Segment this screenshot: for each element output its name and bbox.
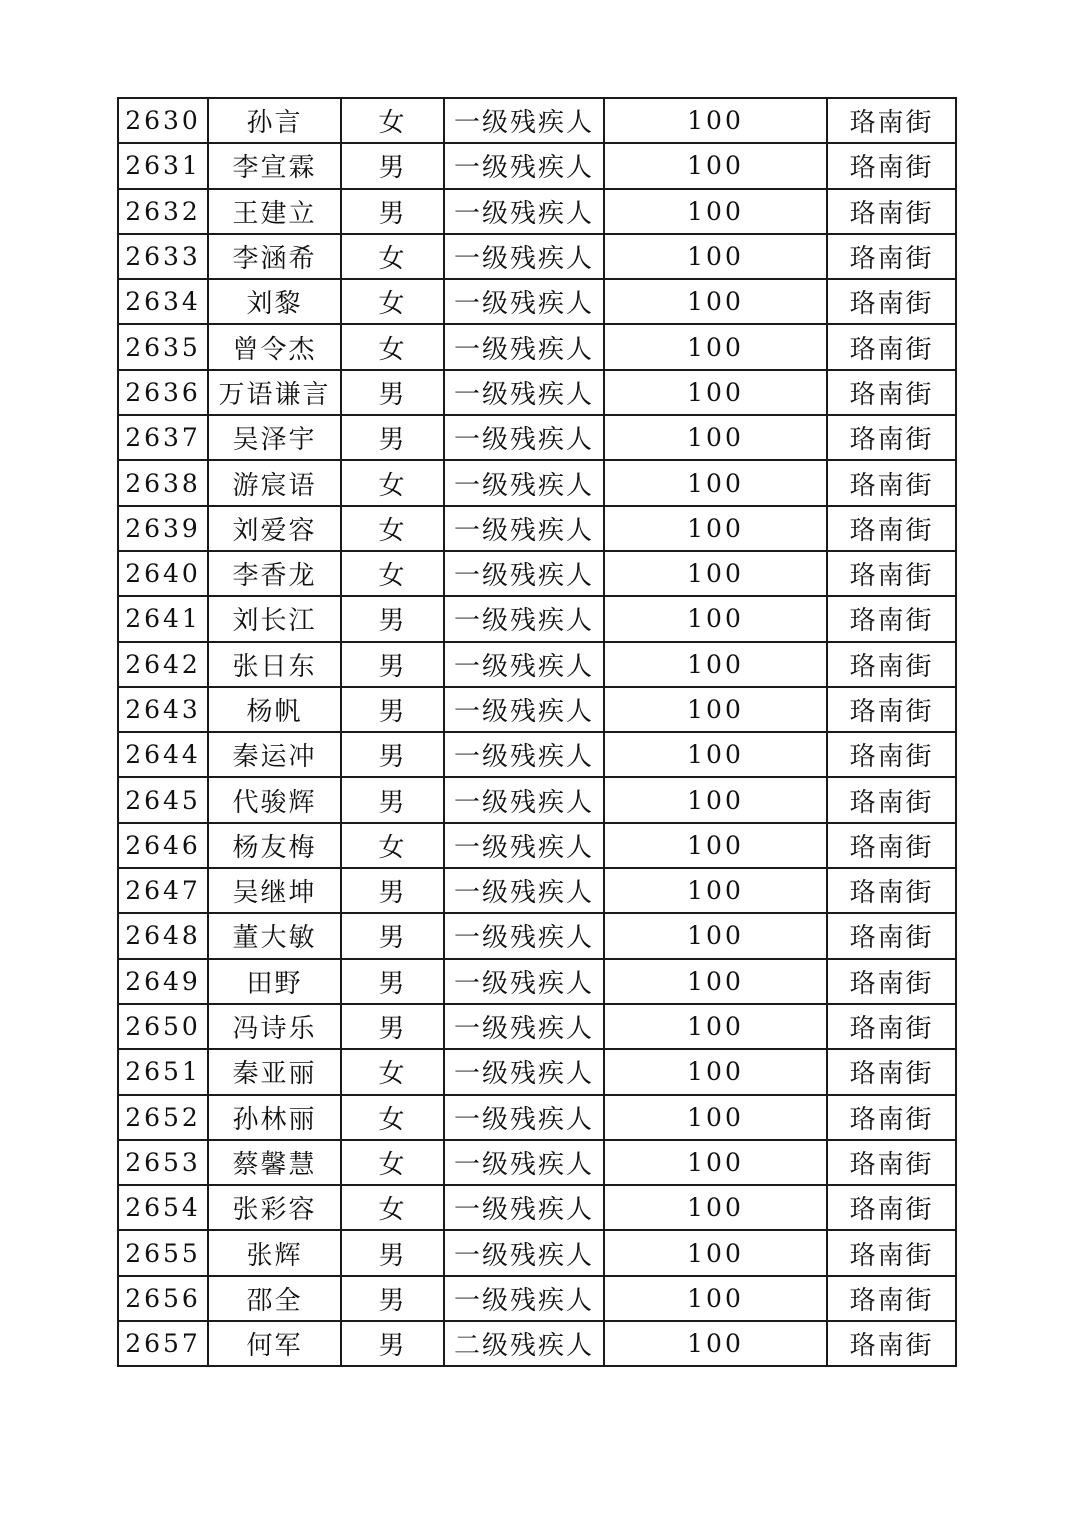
cell-amount: 100 [604, 868, 827, 913]
cell-name: 李香龙 [208, 551, 341, 596]
cell-amount: 100 [604, 823, 827, 868]
cell-category: 一级残疾人 [444, 777, 604, 822]
table-row [118, 777, 956, 822]
table-row [118, 1140, 956, 1185]
cell-category: 一级残疾人 [444, 1185, 604, 1230]
cell-amount: 100 [604, 642, 827, 687]
cell-gender: 男 [341, 415, 444, 460]
cell-id: 2640 [118, 551, 208, 596]
cell-id: 2637 [118, 415, 208, 460]
cell-name: 刘爱容 [208, 506, 341, 551]
cell-category: 一级残疾人 [444, 913, 604, 958]
cell-gender: 女 [341, 98, 444, 143]
table-row [118, 415, 956, 460]
cell-gender: 男 [341, 777, 444, 822]
table-row [118, 1321, 956, 1366]
cell-name: 杨帆 [208, 687, 341, 732]
cell-category: 一级残疾人 [444, 370, 604, 415]
table-row [118, 370, 956, 415]
cell-street: 珞南街 [827, 551, 956, 596]
cell-name: 吴继坤 [208, 868, 341, 913]
cell-gender: 男 [341, 1321, 444, 1366]
cell-category: 一级残疾人 [444, 732, 604, 777]
cell-gender: 女 [341, 234, 444, 279]
cell-street: 珞南街 [827, 460, 956, 505]
cell-id: 2656 [118, 1276, 208, 1321]
cell-gender: 男 [341, 913, 444, 958]
cell-gender: 男 [341, 868, 444, 913]
cell-street: 珞南街 [827, 506, 956, 551]
cell-street: 珞南街 [827, 370, 956, 415]
cell-name: 孙言 [208, 98, 341, 143]
cell-gender: 男 [341, 687, 444, 732]
cell-name: 张彩容 [208, 1185, 341, 1230]
table-row [118, 460, 956, 505]
cell-street: 珞南街 [827, 868, 956, 913]
cell-category: 一级残疾人 [444, 1004, 604, 1049]
cell-street: 珞南街 [827, 596, 956, 641]
cell-gender: 男 [341, 1230, 444, 1275]
cell-category: 一级残疾人 [444, 959, 604, 1004]
table-row [118, 234, 956, 279]
cell-category: 一级残疾人 [444, 1140, 604, 1185]
table-row [118, 959, 956, 1004]
cell-name: 冯诗乐 [208, 1004, 341, 1049]
cell-id: 2648 [118, 913, 208, 958]
cell-id: 2636 [118, 370, 208, 415]
cell-id: 2635 [118, 324, 208, 369]
cell-amount: 100 [604, 1185, 827, 1230]
cell-id: 2643 [118, 687, 208, 732]
cell-gender: 男 [341, 1276, 444, 1321]
cell-gender: 男 [341, 642, 444, 687]
cell-name: 李涵希 [208, 234, 341, 279]
cell-amount: 100 [604, 1004, 827, 1049]
table-row [118, 1276, 956, 1321]
cell-category: 一级残疾人 [444, 1276, 604, 1321]
table-row [118, 143, 956, 188]
table-row [118, 642, 956, 687]
cell-gender: 女 [341, 460, 444, 505]
cell-amount: 100 [604, 506, 827, 551]
cell-gender: 女 [341, 823, 444, 868]
cell-street: 珞南街 [827, 1004, 956, 1049]
cell-category: 一级残疾人 [444, 506, 604, 551]
cell-amount: 100 [604, 1230, 827, 1275]
cell-id: 2631 [118, 143, 208, 188]
cell-name: 曾令杰 [208, 324, 341, 369]
cell-name: 杨友梅 [208, 823, 341, 868]
table-row [118, 551, 956, 596]
cell-street: 珞南街 [827, 1140, 956, 1185]
cell-name: 秦运冲 [208, 732, 341, 777]
cell-gender: 男 [341, 959, 444, 1004]
cell-id: 2641 [118, 596, 208, 641]
cell-name: 董大敏 [208, 913, 341, 958]
cell-street: 珞南街 [827, 1321, 956, 1366]
cell-gender: 男 [341, 189, 444, 234]
cell-amount: 100 [604, 234, 827, 279]
cell-street: 珞南街 [827, 823, 956, 868]
cell-amount: 100 [604, 596, 827, 641]
cell-amount: 100 [604, 1095, 827, 1140]
table-row [118, 1230, 956, 1275]
cell-amount: 100 [604, 1049, 827, 1094]
table-row [118, 506, 956, 551]
cell-gender: 女 [341, 1049, 444, 1094]
table-row [118, 823, 956, 868]
cell-name: 张日东 [208, 642, 341, 687]
cell-amount: 100 [604, 1140, 827, 1185]
cell-gender: 女 [341, 279, 444, 324]
cell-amount: 100 [604, 189, 827, 234]
cell-id: 2644 [118, 732, 208, 777]
cell-id: 2649 [118, 959, 208, 1004]
cell-amount: 100 [604, 279, 827, 324]
cell-category: 一级残疾人 [444, 823, 604, 868]
cell-category: 二级残疾人 [444, 1321, 604, 1366]
cell-id: 2645 [118, 777, 208, 822]
cell-name: 游宸语 [208, 460, 341, 505]
cell-id: 2646 [118, 823, 208, 868]
cell-amount: 100 [604, 324, 827, 369]
cell-street: 珞南街 [827, 279, 956, 324]
cell-category: 一级残疾人 [444, 143, 604, 188]
cell-amount: 100 [604, 1321, 827, 1366]
cell-name: 秦亚丽 [208, 1049, 341, 1094]
cell-category: 一级残疾人 [444, 642, 604, 687]
cell-gender: 男 [341, 596, 444, 641]
cell-category: 一级残疾人 [444, 279, 604, 324]
cell-id: 2653 [118, 1140, 208, 1185]
cell-amount: 100 [604, 460, 827, 505]
table-row [118, 1049, 956, 1094]
cell-category: 一级残疾人 [444, 98, 604, 143]
cell-id: 2632 [118, 189, 208, 234]
cell-id: 2652 [118, 1095, 208, 1140]
cell-name: 蔡馨慧 [208, 1140, 341, 1185]
cell-amount: 100 [604, 415, 827, 460]
cell-category: 一级残疾人 [444, 189, 604, 234]
cell-category: 一级残疾人 [444, 687, 604, 732]
cell-name: 刘黎 [208, 279, 341, 324]
cell-id: 2642 [118, 642, 208, 687]
cell-amount: 100 [604, 551, 827, 596]
cell-id: 2638 [118, 460, 208, 505]
cell-amount: 100 [604, 1276, 827, 1321]
cell-category: 一级残疾人 [444, 324, 604, 369]
cell-street: 珞南街 [827, 732, 956, 777]
cell-street: 珞南街 [827, 1095, 956, 1140]
cell-name: 李宣霖 [208, 143, 341, 188]
cell-gender: 女 [341, 324, 444, 369]
cell-amount: 100 [604, 370, 827, 415]
cell-category: 一级残疾人 [444, 1095, 604, 1140]
cell-category: 一级残疾人 [444, 868, 604, 913]
cell-name: 邵全 [208, 1276, 341, 1321]
cell-street: 珞南街 [827, 1276, 956, 1321]
cell-amount: 100 [604, 687, 827, 732]
cell-gender: 男 [341, 370, 444, 415]
cell-name: 王建立 [208, 189, 341, 234]
cell-category: 一级残疾人 [444, 1230, 604, 1275]
cell-id: 2647 [118, 868, 208, 913]
cell-name: 吴泽宇 [208, 415, 341, 460]
cell-gender: 男 [341, 1004, 444, 1049]
cell-id: 2633 [118, 234, 208, 279]
table-row [118, 1004, 956, 1049]
cell-street: 珞南街 [827, 1230, 956, 1275]
cell-gender: 女 [341, 551, 444, 596]
table-row [118, 913, 956, 958]
cell-street: 珞南街 [827, 143, 956, 188]
cell-name: 孙林丽 [208, 1095, 341, 1140]
cell-street: 珞南街 [827, 324, 956, 369]
cell-category: 一级残疾人 [444, 234, 604, 279]
cell-gender: 女 [341, 1140, 444, 1185]
cell-name: 田野 [208, 959, 341, 1004]
table-row [118, 1185, 956, 1230]
table-row [118, 596, 956, 641]
table-row [118, 98, 956, 143]
cell-street: 珞南街 [827, 98, 956, 143]
cell-category: 一级残疾人 [444, 460, 604, 505]
cell-street: 珞南街 [827, 642, 956, 687]
cell-id: 2654 [118, 1185, 208, 1230]
cell-amount: 100 [604, 913, 827, 958]
cell-name: 何军 [208, 1321, 341, 1366]
table-row [118, 1095, 956, 1140]
cell-street: 珞南街 [827, 913, 956, 958]
cell-category: 一级残疾人 [444, 551, 604, 596]
cell-amount: 100 [604, 777, 827, 822]
cell-category: 一级残疾人 [444, 596, 604, 641]
cell-street: 珞南街 [827, 687, 956, 732]
cell-name: 刘长江 [208, 596, 341, 641]
cell-gender: 女 [341, 506, 444, 551]
table-row [118, 868, 956, 913]
cell-id: 2651 [118, 1049, 208, 1094]
cell-category: 一级残疾人 [444, 1049, 604, 1094]
table-row [118, 324, 956, 369]
cell-category: 一级残疾人 [444, 415, 604, 460]
data-table [117, 97, 957, 1367]
cell-gender: 男 [341, 143, 444, 188]
cell-street: 珞南街 [827, 1049, 956, 1094]
cell-street: 珞南街 [827, 1185, 956, 1230]
cell-name: 代骏辉 [208, 777, 341, 822]
table-row [118, 732, 956, 777]
cell-amount: 100 [604, 143, 827, 188]
cell-id: 2650 [118, 1004, 208, 1049]
cell-gender: 女 [341, 1095, 444, 1140]
cell-id: 2655 [118, 1230, 208, 1275]
cell-id: 2657 [118, 1321, 208, 1366]
cell-street: 珞南街 [827, 234, 956, 279]
cell-amount: 100 [604, 959, 827, 1004]
cell-street: 珞南街 [827, 189, 956, 234]
cell-amount: 100 [604, 732, 827, 777]
cell-gender: 女 [341, 1185, 444, 1230]
cell-id: 2639 [118, 506, 208, 551]
table-body [118, 98, 956, 1366]
cell-amount: 100 [604, 98, 827, 143]
table-row [118, 189, 956, 234]
table-row [118, 279, 956, 324]
cell-id: 2630 [118, 98, 208, 143]
cell-street: 珞南街 [827, 415, 956, 460]
cell-id: 2634 [118, 279, 208, 324]
table-row [118, 687, 956, 732]
cell-name: 万语谦言 [208, 370, 341, 415]
cell-street: 珞南街 [827, 777, 956, 822]
cell-gender: 男 [341, 732, 444, 777]
cell-street: 珞南街 [827, 959, 956, 1004]
cell-name: 张辉 [208, 1230, 341, 1275]
